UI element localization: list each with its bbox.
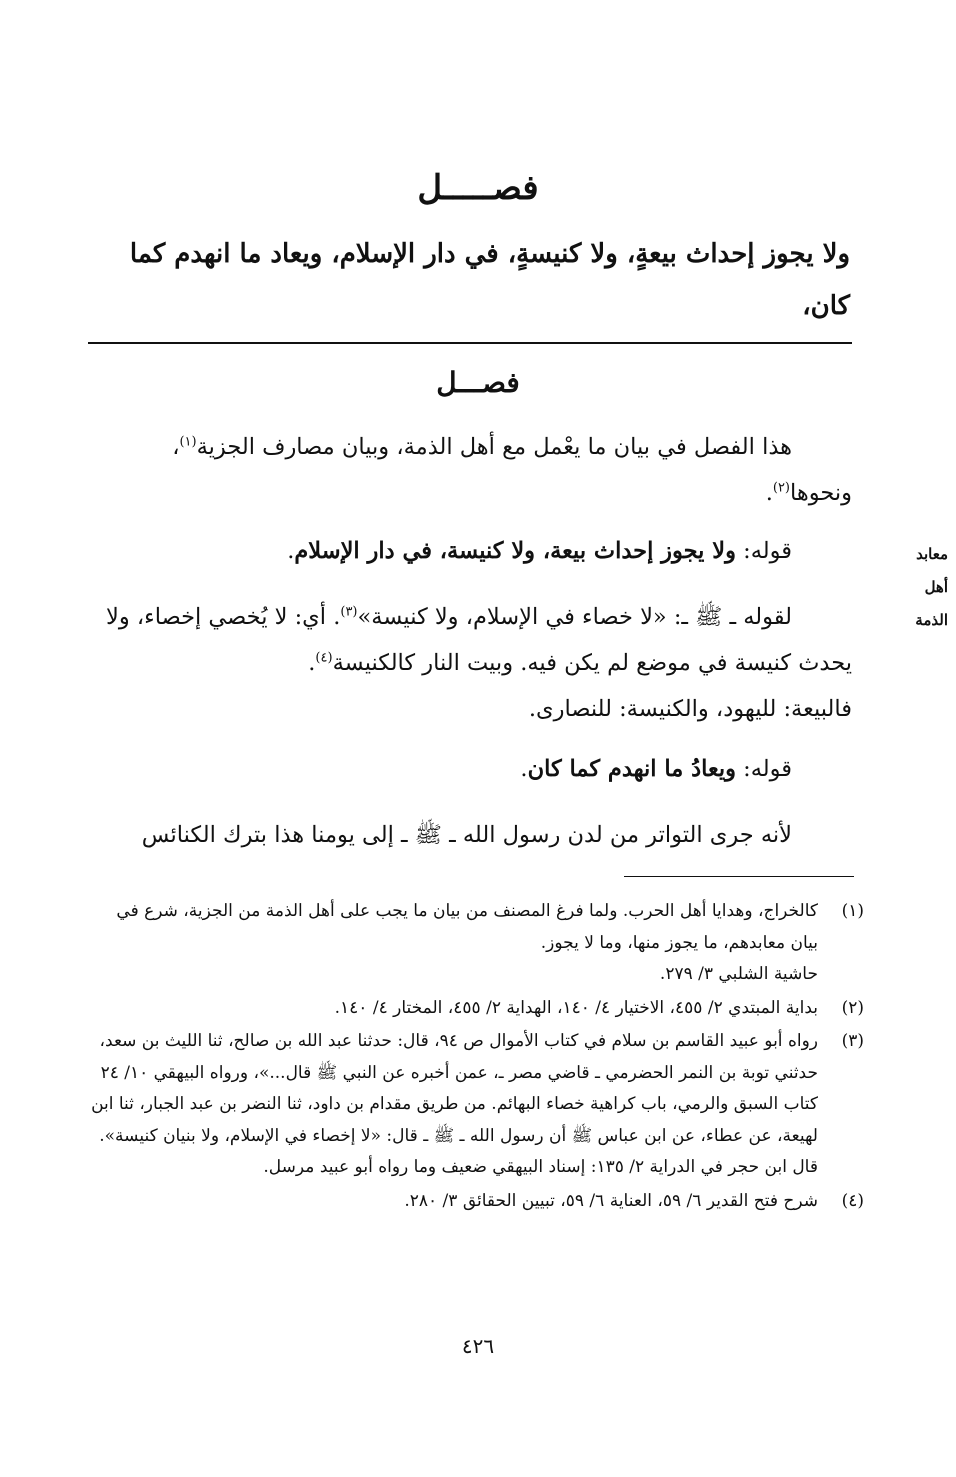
footnote-2	[88, 993, 864, 1025]
footnote-number: (١)	[841, 901, 864, 921]
footnote-number: (٣)	[841, 1031, 864, 1051]
intro-mid: ، ونحوها	[172, 434, 852, 506]
footnote-rule	[624, 876, 854, 877]
para-4-text: لأنه جرى التواتر من لدن رسول الله ـ ﷺ ـ إلى يومنا هذا بترك الكنائس	[141, 822, 792, 848]
footnote-number: (٢)	[841, 997, 864, 1018]
footnote-4	[88, 1186, 864, 1218]
section-title-sub: فصـــل	[436, 366, 520, 399]
intro-paragraph	[90, 424, 852, 516]
qawl-2-lead: قوله:	[735, 756, 792, 782]
footnote-text: بداية المبتدي ٢/ ٤٥٥، الاختيار ٤/ ١٤٠، الهداية ٢/ ٤٥٥، المختار ٤/ ١٤٠.	[334, 997, 818, 1018]
footnote-extra: قال ابن حجر في الدراية ٢/ ١٣٥: إسناد البيهقي ضعيف وما رواه أبو عبيد مرسل.	[263, 1157, 818, 1177]
section-title-main: فصـــــل	[417, 168, 539, 208]
footnote-ref-1[interactable]: (١)	[179, 434, 197, 450]
para-4	[90, 812, 852, 858]
divider-rule	[88, 342, 852, 344]
qawl-1-lead: قوله:	[735, 538, 792, 564]
para-2-part-2: . أي: لا يُخصي إخصاء، ولا يحدث كنيسة في موضع لم يكن فيه. وبيت النار كالكنيسة	[106, 604, 852, 676]
footnote-ref-3[interactable]: (٣)	[340, 604, 358, 620]
para-3: فالبيعة: لليهود، والكنيسة: للنصارى.	[528, 696, 852, 722]
footnote-text: رواه أبو عبيد القاسم بن سلام في كتاب الأموال ص ٩٤، قال: حدثنا عبد الله بن صالح، ثنا الليث بن سعد، حدثني توبة بن النمر الحضرمي ـ قاضي مصر ـ، عمن أخبره عن النبي ﷺ قال...»، ورواه البيهقي ١٠/ ٢٤ كتاب السبق والرمي، باب كراهية خصاء البهائم. من طريق مقدام بن داود، ثنا النضر بن عبد الجبار، ثنا ابن لهيعة، عن عطاء، عن ابن عباس ﷺ أن رسول الله ـ ﷺ ـ قال: «لا إخصاء في الإسلام، ولا بنيان كنيسة».	[91, 1031, 818, 1146]
margin-note-line-2: أهل	[924, 578, 948, 596]
footnotes	[88, 896, 864, 1219]
qawl-2-quote: ويعادُ ما انهدم كما كان	[527, 756, 736, 782]
matn-text: ولا يجوز إحداث بيعةٍ، ولا كنيسةٍ، في دار الإسلام، ويعاد ما انهدم كما كان،	[129, 239, 850, 321]
footnote-number: (٤)	[841, 1190, 864, 1211]
page-number: ٤٢٦	[461, 1334, 495, 1358]
qawl-1-quote: ولا يجوز إحداث بيعة، ولا كنيسة، في دار الإسلام	[294, 538, 736, 564]
para-2-end: .	[308, 650, 316, 676]
margin-note-line-3: الذمة	[915, 611, 948, 629]
footnote-ref-4[interactable]: (٤)	[315, 650, 333, 666]
margin-note	[878, 538, 948, 637]
footnote-extra: حاشية الشلبي ٣/ ٢٧٩.	[659, 964, 818, 984]
margin-note-line-1: معابد	[916, 545, 948, 563]
intro-end: .	[765, 480, 773, 506]
qawl-2	[90, 746, 852, 792]
qawl-2-end: .	[520, 756, 528, 782]
footnote-3	[88, 1026, 864, 1184]
qawl-1	[90, 528, 852, 574]
explanation-paragraph	[90, 594, 852, 732]
footnote-1	[88, 896, 864, 991]
intro-text: هذا الفصل في بيان ما يعْمل مع أهل الذمة، وبيان مصارف الجزية	[196, 434, 792, 460]
footnote-text: شرح فتح القدير ٦/ ٥٩، العناية ٦/ ٥٩، تبيين الحقائق ٣/ ٢٨٠.	[404, 1190, 818, 1211]
footnote-ref-2[interactable]: (٢)	[772, 480, 790, 496]
qawl-1-end: .	[287, 538, 295, 564]
para-2-part-1: لقوله ـ ﷺ ـ: «لا خصاء في الإسلام، ولا كنيسة»	[357, 604, 792, 630]
footnote-text: كالخراج، وهدايا أهل الحرب. ولما فرغ المصنف من بيان ما يجب على أهل الذمة من الجزية، شرع في بيان معابدهم، ما يجوز منها، وما لا يجوز.	[116, 901, 818, 953]
